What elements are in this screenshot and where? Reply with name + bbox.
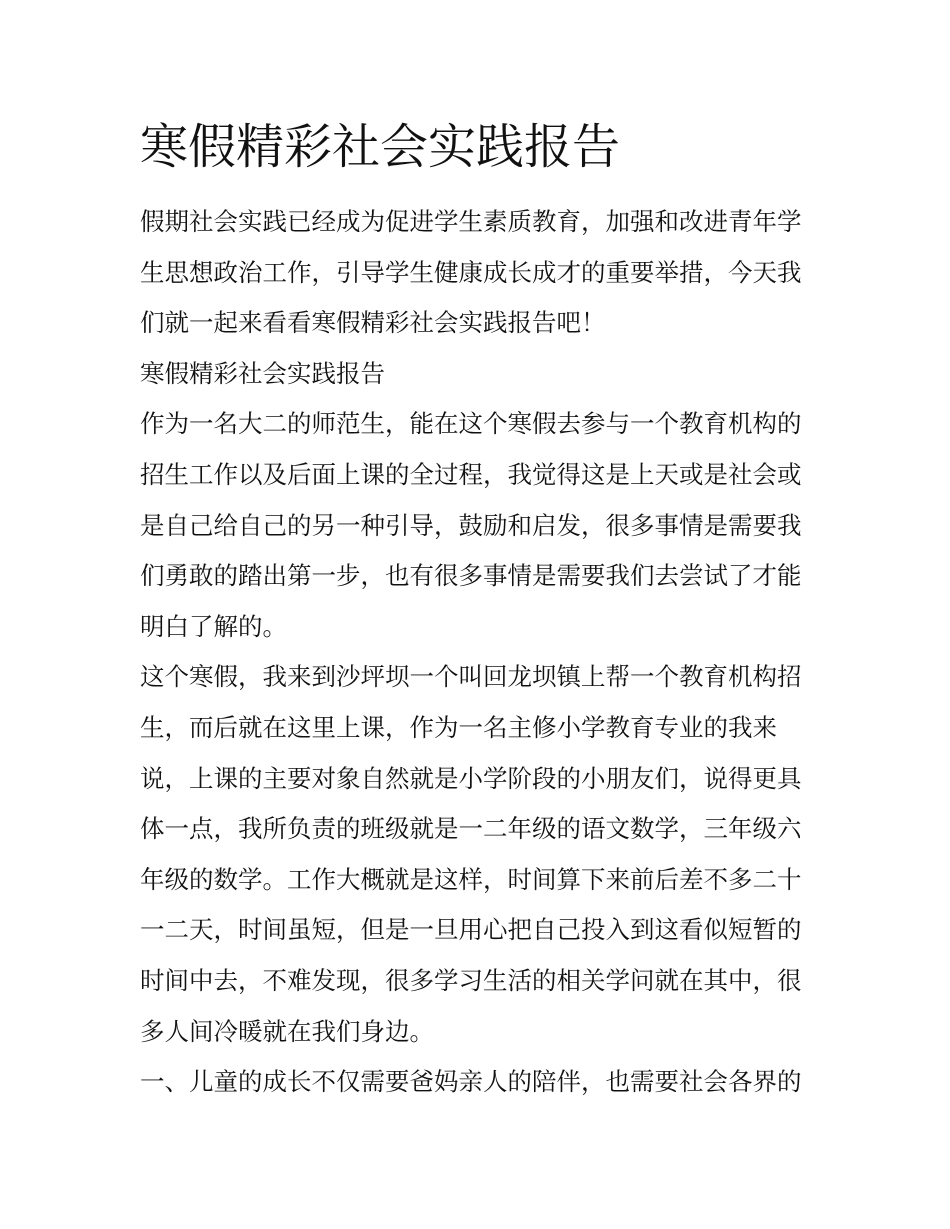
document-page (140, 115, 815, 1108)
body-line: 一二天，时间虽短，但是一旦用心把自己投入到这看似短暂的 (140, 915, 802, 945)
body-line: 一、儿童的成长不仅需要爸妈亲人的陪伴，也需要社会各界的 (140, 1067, 802, 1097)
body-line: 作为一名大二的师范生，能在这个寒假去参与一个教育机构的 (140, 409, 802, 439)
body-line: 们就一起来看看寒假精彩社会实践报告吧！ (140, 308, 606, 338)
body-line: 这个寒假，我来到沙坪坝一个叫回龙坝镇上帮一个教育机构招 (140, 662, 802, 692)
body-line: 招生工作以及后面上课的全过程，我觉得这是上天或是社会或 (140, 459, 802, 489)
body-line: 时间中去，不难发现，很多学习生活的相关学问就在其中，很 (140, 965, 802, 995)
body-line: 们勇敢的踏出第一步，也有很多事情是需要我们去尝试了才能 (140, 561, 802, 591)
body-line: 明白了解的。 (140, 611, 287, 641)
body-line: 是自己给自己的另一种引导，鼓励和启发，很多事情是需要我 (140, 510, 802, 540)
body-line: 多人间冷暖就在我们身边。 (140, 1016, 434, 1046)
body-line: 说，上课的主要对象自然就是小学阶段的小朋友们，说得更具 (140, 763, 802, 793)
body-line: 年级的数学。工作大概就是这样，时间算下来前后差不多二十 (140, 864, 802, 894)
body-line: 假期社会实践已经成为促进学生素质教育，加强和改进青年学 (140, 207, 802, 236)
document-title: 寒假精彩社会实践报告 (140, 119, 621, 175)
body-line: 生，而后就在这里上课，作为一名主修小学教育专业的我来 (140, 712, 777, 742)
document-body (140, 197, 815, 1108)
body-line: 体一点，我所负责的班级就是一二年级的语文数学，三年级六 (140, 814, 802, 844)
body-line: 生思想政治工作，引导学生健康成长成才的重要举措，今天我 (140, 257, 802, 287)
section-heading: 寒假精彩社会实践报告 (140, 358, 385, 388)
